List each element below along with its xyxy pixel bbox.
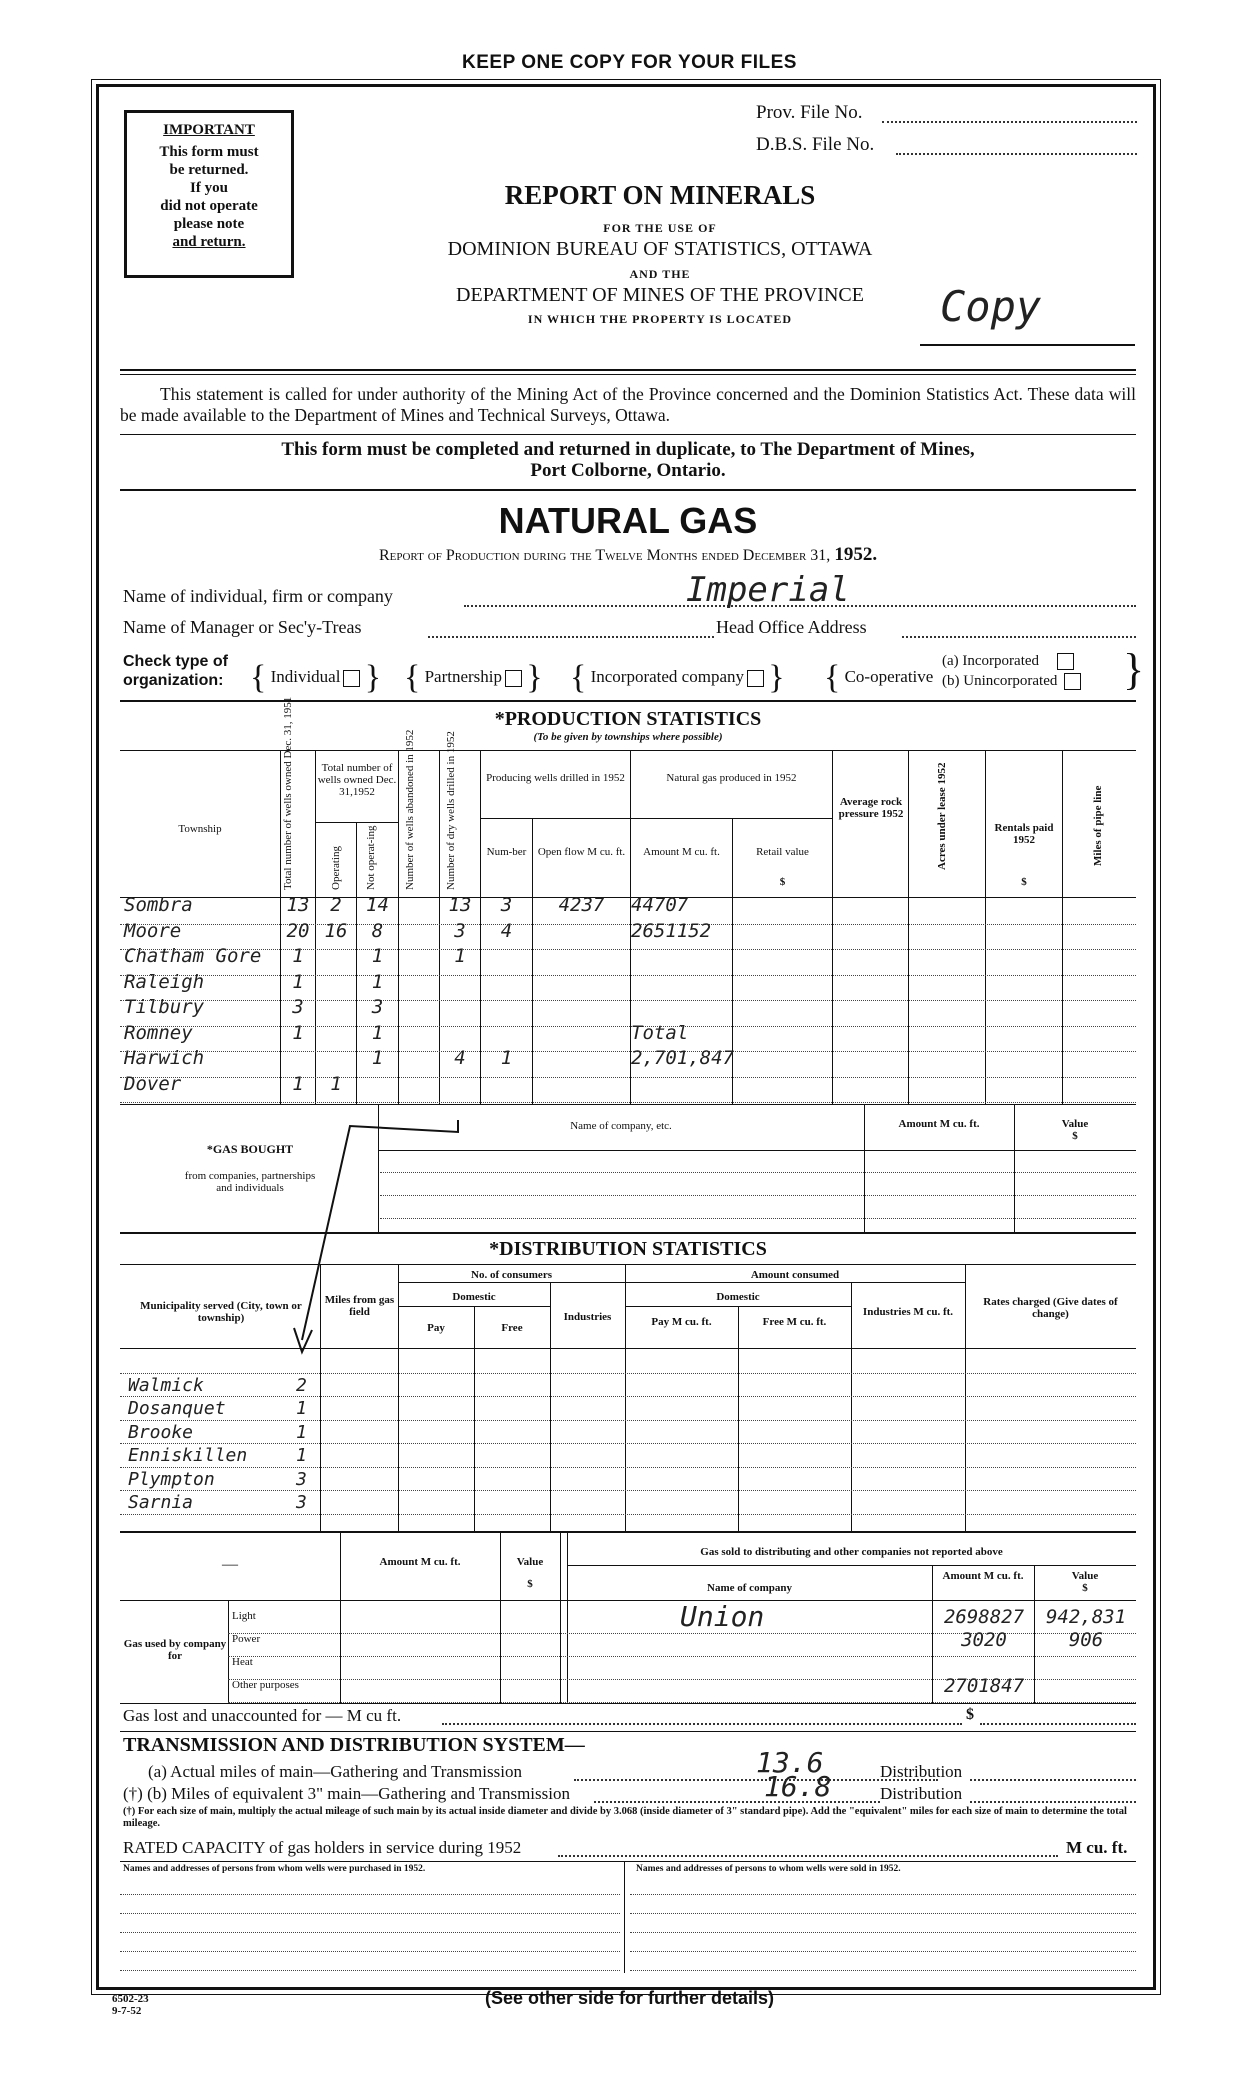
- free2-header: Free M cu. ft.: [762, 1316, 827, 1328]
- distribution-count: 2: [296, 1374, 307, 1396]
- lost-value-input[interactable]: [980, 1708, 1136, 1725]
- rated-label: RATED CAPACITY of gas holders in service during 1952: [123, 1838, 522, 1857]
- gas-bought-value-unit: $: [1072, 1130, 1078, 1142]
- distribution-row[interactable]: [120, 1349, 1136, 1374]
- partnership-checkbox[interactable]: [505, 670, 522, 687]
- report-title: REPORT ON MINERALS: [504, 180, 816, 210]
- form-code-line: 6502-23: [112, 1993, 149, 2005]
- retail-header: Retail value: [756, 846, 809, 858]
- production-cell-num: [481, 1073, 532, 1099]
- company-use-amount-header: Amount M cu. ft.: [379, 1556, 461, 1568]
- org-label-line: organization:: [123, 672, 224, 689]
- not-operating-header: Not operat-ing: [365, 825, 377, 890]
- production-cell-abandoned: [399, 996, 439, 1022]
- production-cell-op: [316, 945, 356, 971]
- production-cell-abandoned: [399, 1047, 439, 1073]
- production-cell-num: [481, 971, 532, 997]
- person-row-left[interactable]: [120, 1897, 620, 1914]
- pay-header: Pay: [427, 1322, 445, 1334]
- office-input[interactable]: [902, 619, 1136, 638]
- production-cell-flow: [533, 1022, 630, 1048]
- prov-file-label: Prov. File No.: [756, 102, 863, 123]
- gas-bought-sub-line: and individuals: [216, 1182, 284, 1194]
- distribution-b-input[interactable]: [970, 1786, 1136, 1803]
- coop-b-label: (b) Unincorporated: [942, 673, 1058, 689]
- miles-header: Miles from gas field: [324, 1294, 395, 1318]
- distribution-municipality: Sarnia: [128, 1492, 194, 1513]
- org-label: [123, 652, 228, 690]
- domestic-header: Domestic: [452, 1291, 496, 1303]
- production-cell-notop: 8: [371, 919, 384, 942]
- dept-name: DEPARTMENT OF MINES OF THE PROVINCE: [456, 284, 864, 306]
- distribution-count: 1: [296, 1421, 307, 1443]
- production-cell-township: Tilbury: [124, 996, 205, 1018]
- production-cell-num: [481, 996, 532, 1022]
- sold-company-value: Union: [680, 1600, 765, 1633]
- production-cell-op: [316, 996, 356, 1022]
- top-note: KEEP ONE COPY FOR YOUR FILES: [462, 52, 797, 73]
- distribution-title: *DISTRIBUTION STATISTICS: [489, 1238, 767, 1260]
- sold-amount-cell: 2701847: [943, 1675, 1025, 1697]
- amount-header: Amount M cu. ft.: [643, 846, 720, 858]
- abandoned-header: Number of wells abandoned in 1952: [404, 729, 416, 890]
- production-cell-township: Harwich: [124, 1047, 205, 1069]
- distribution-count: 1: [296, 1398, 307, 1419]
- production-cell-township: Dover: [124, 1072, 182, 1095]
- org-label-line: Check type of: [123, 653, 228, 670]
- production-cell-amount: [631, 971, 771, 997]
- coop-a-checkbox[interactable]: [1057, 653, 1074, 670]
- person-row-right[interactable]: [630, 1935, 1136, 1952]
- org-coop[interactable]: { Co-operative: [824, 659, 934, 696]
- production-cell-flow: [533, 1073, 630, 1099]
- wells-1951-header: Total number of wells owned Dec. 31, 1951: [282, 696, 294, 890]
- dbs-file-label: D.B.S. File No.: [756, 134, 875, 155]
- persons-left-header: Names and addresses of persons from whom wells were purchased in 1952.: [123, 1864, 426, 1874]
- total-owned-header: Total number of wells owned Dec. 31,1952: [317, 762, 397, 798]
- distribution-municipality: Plympton: [128, 1468, 215, 1490]
- transmission-a-value: 13.6: [756, 1746, 824, 1779]
- statement: This statement is called for under authority of the Mining Act of the Province concerned and the Dominion Statistics Act. These data will be made available to the Department of Mines and Technical Surveys, Ottawa.: [120, 384, 1136, 425]
- production-cell-flow: [533, 996, 630, 1022]
- distribution-row[interactable]: [120, 1490, 1136, 1515]
- sold-title: Gas sold to distributing and other companies not reported above: [700, 1546, 1003, 1558]
- sold-amount-header: Amount M cu. ft.: [942, 1570, 1024, 1582]
- report-header: [340, 180, 980, 327]
- production-cell-num: [481, 1022, 532, 1048]
- company-use-value-header: Value: [516, 1556, 544, 1568]
- production-cell-amount: 2,701,847: [631, 1047, 734, 1069]
- industries2-header: Industries M cu. ft.: [862, 1306, 954, 1318]
- production-cell-abandoned: [399, 945, 439, 971]
- header-bottom: [120, 1600, 1136, 1601]
- distribution-row[interactable]: [120, 1420, 1136, 1445]
- report-year: 1952.: [834, 544, 878, 565]
- coop-incorporated[interactable]: [942, 651, 1081, 671]
- production-cell-notop: 1: [371, 970, 384, 993]
- divider: [120, 489, 1136, 491]
- domestic2-header: Domestic: [716, 1291, 760, 1303]
- production-cell-notop: [357, 1073, 398, 1099]
- distribution-count: 3: [296, 1468, 307, 1490]
- sold-value-header: Value: [1071, 1570, 1099, 1582]
- distribution-count: 3: [296, 1492, 307, 1513]
- sold-value-cell: 906: [1068, 1629, 1104, 1651]
- production-cell-wells51: 1: [292, 945, 304, 967]
- distribution-row[interactable]: [120, 1396, 1136, 1421]
- gas-bought-row[interactable]: [380, 1218, 1136, 1219]
- prov-file-input[interactable]: [882, 104, 1137, 123]
- production-cell-amount: [631, 945, 771, 971]
- product-subtitle: [120, 544, 1136, 566]
- sold-amount-cell: 2698827: [943, 1606, 1025, 1628]
- production-cell-dry: 1: [454, 945, 466, 967]
- retail-dollar: $: [779, 876, 786, 888]
- and-the: AND THE: [629, 267, 691, 281]
- transmission-b-input[interactable]: [594, 1786, 880, 1803]
- return-note: [120, 439, 1136, 481]
- transmission-a-dist: Distribution: [880, 1762, 963, 1781]
- production-cell-township: Chatham Gore: [124, 945, 262, 967]
- production-subtitle: (To be given by townships where possible): [533, 731, 723, 743]
- township-header: Township: [178, 823, 222, 835]
- consumers-header: No. of consumers: [471, 1269, 552, 1281]
- production-cell-op: 1: [330, 1072, 342, 1095]
- divider: [120, 1861, 1136, 1862]
- important-box: [124, 110, 294, 278]
- production-cell-abandoned: [399, 1022, 439, 1048]
- divider: [120, 1731, 1136, 1732]
- org-individual[interactable]: { Individual }: [250, 659, 382, 696]
- sold-name-header: Name of company: [707, 1582, 792, 1594]
- miles-pipe-header: Miles of pipe line: [1092, 785, 1104, 866]
- pressure-header: Average rock pressure 1952: [838, 796, 904, 820]
- gas-bought-name-header: Name of company, etc.: [570, 1120, 672, 1132]
- incorporated-checkbox[interactable]: [747, 670, 764, 687]
- production-cell-op: 2: [330, 894, 342, 916]
- distribution-row[interactable]: [120, 1373, 1136, 1398]
- production-cell-township: Moore: [124, 919, 182, 942]
- production-cell-num: [481, 945, 532, 971]
- org-partnership[interactable]: { Partnership }: [404, 659, 543, 696]
- footer-note: (See other side for further details): [484, 1988, 775, 2008]
- col-line: [624, 1861, 625, 1973]
- important-line: and return.: [172, 234, 246, 250]
- company-name-value: Imperial: [686, 570, 850, 610]
- rated-input[interactable]: [558, 1840, 1058, 1857]
- gas-bought-row[interactable]: [380, 1172, 1136, 1173]
- distribution-row[interactable]: [120, 1467, 1136, 1492]
- divider: [120, 1232, 1136, 1234]
- distribution-municipality: Walmick: [128, 1374, 204, 1396]
- incorporated-label: Incorporated company: [590, 666, 744, 686]
- distribution-a-input[interactable]: [970, 1764, 1136, 1781]
- coop-unincorporated[interactable]: [942, 671, 1081, 691]
- person-row-left[interactable]: [120, 1878, 620, 1895]
- coop-brace: }: [1123, 645, 1145, 694]
- production-cell-wells51: 20: [286, 919, 310, 942]
- production-cell-dry: [440, 1073, 480, 1099]
- company-use-item: Other purposes: [232, 1679, 299, 1691]
- production-cell-flow: [533, 1047, 630, 1073]
- property-located: IN WHICH THE PROPERTY IS LOCATED: [527, 312, 793, 326]
- production-cell-dry: 4: [454, 1047, 466, 1069]
- subtitle-text: Report of Production during the Twelve Months ended December 31,: [378, 547, 831, 564]
- copy-underline: [920, 344, 1135, 346]
- form-code-line: 9-7-52: [112, 2005, 142, 2017]
- subhead-line: [378, 1150, 1136, 1151]
- divider: [120, 1104, 1136, 1105]
- company-use-item: Heat: [232, 1656, 253, 1668]
- individual-label: Individual: [270, 666, 341, 686]
- dbs-file-input[interactable]: [896, 136, 1137, 155]
- distribution-municipality: Brooke: [128, 1421, 194, 1443]
- sold-value-cell: 942,831: [1045, 1606, 1127, 1628]
- copy-handwritten: Copy: [940, 282, 1042, 331]
- industries-header: Industries: [563, 1311, 612, 1323]
- production-cell-amount: Total: [631, 1021, 689, 1044]
- municipality-header: Municipality served (City, town or township): [140, 1300, 302, 1324]
- important-line: did not operate: [160, 198, 258, 214]
- person-row-right[interactable]: [630, 1897, 1136, 1914]
- bureau-name: DOMINION BUREAU OF STATISTICS, OTTAWA: [447, 238, 873, 260]
- production-cell-op: [316, 971, 356, 997]
- open-flow-header: Open flow M cu. ft.: [537, 846, 626, 858]
- company-name-label: Name of individual, firm or company: [123, 586, 393, 606]
- rates-header: Rates charged (Give dates of change): [983, 1296, 1118, 1320]
- lost-label: Gas lost and unaccounted for — M cu ft.: [123, 1706, 402, 1725]
- number-header: Num-ber: [486, 846, 527, 858]
- return-note-line: Port Colborne, Ontario.: [530, 460, 726, 481]
- divider: [120, 434, 1136, 435]
- production-cell-amount: 44707: [631, 894, 689, 916]
- transmission-a-label: (a) Actual miles of main—Gathering and Transmission: [148, 1762, 522, 1781]
- production-cell-notop: 14: [366, 894, 389, 916]
- production-cell-op: [316, 1022, 356, 1048]
- production-cell-op: 16: [324, 919, 348, 942]
- production-cell-wells51: 1: [292, 970, 304, 993]
- production-cell-abandoned: [399, 1073, 439, 1099]
- distribution-count: 1: [296, 1445, 307, 1466]
- divider: [120, 700, 1136, 702]
- rated-unit: M cu. ft.: [1066, 1838, 1128, 1857]
- coop-options: [942, 651, 1081, 691]
- production-cell-dry: [440, 1022, 480, 1048]
- production-title: *PRODUCTION STATISTICS: [494, 708, 762, 730]
- distribution-municipality: Dosanquet: [128, 1398, 226, 1419]
- gas-used-label: Gas used by company for: [123, 1638, 227, 1662]
- free-header: Free: [501, 1322, 523, 1334]
- company-use-item: Light: [232, 1610, 256, 1622]
- subhead-line: [625, 1306, 851, 1307]
- production-cell-notop: 1: [371, 1021, 384, 1044]
- person-row-left[interactable]: [120, 1935, 620, 1952]
- distribution-municipality: Enniskillen: [128, 1445, 248, 1466]
- manager-input[interactable]: [428, 619, 714, 638]
- production-cell-amount: [631, 1073, 771, 1099]
- production-cell-abandoned: [399, 920, 439, 946]
- production-cell-flow: [533, 945, 630, 971]
- subhead-line: [630, 818, 832, 819]
- production-cell-num: 3: [500, 894, 513, 916]
- consumed-header: Amount consumed: [750, 1269, 840, 1281]
- manager-label: Name of Manager or Sec'y-Treas: [123, 617, 362, 637]
- production-cell-dry: [440, 996, 480, 1022]
- important-line: please note: [173, 216, 245, 232]
- production-cell-notop: 3: [371, 996, 384, 1018]
- table-top: [120, 750, 1136, 751]
- divider: [120, 1531, 1136, 1533]
- lost-amount-input[interactable]: [442, 1708, 962, 1725]
- gas-bought-row[interactable]: [380, 1195, 1136, 1196]
- production-cell-notop: 1: [371, 945, 384, 967]
- subhead-line: [315, 822, 398, 823]
- subhead-line: [567, 1565, 1136, 1566]
- producing-header: Producing wells drilled in 1952: [486, 772, 625, 784]
- production-cell-township: Romney: [124, 1021, 193, 1044]
- persons-right-header: Names and addresses of persons to whom wells were sold in 1952.: [636, 1864, 901, 1874]
- gas-bought-amount-header: Amount M cu. ft.: [898, 1118, 980, 1130]
- transmission-b-label: (†) (b) Miles of equivalent 3" main—Gathering and Transmission: [123, 1784, 570, 1803]
- pay2-header: Pay M cu. ft.: [651, 1316, 712, 1328]
- production-cell-op: [316, 1047, 356, 1073]
- production-cell-wells51: 1: [292, 1072, 304, 1095]
- production-cell-amount: [631, 996, 771, 1022]
- person-row-right[interactable]: [630, 1954, 1136, 1971]
- sold-value-unit: $: [1082, 1582, 1088, 1594]
- gas-bought-value-header: Value: [1061, 1118, 1089, 1130]
- individual-checkbox[interactable]: [343, 670, 360, 687]
- production-cell-notop: 1: [371, 1047, 384, 1069]
- production-cell-dry: 3: [454, 919, 466, 942]
- person-row-right[interactable]: [630, 1916, 1136, 1933]
- sold-amount-cell: 3020: [961, 1629, 1007, 1651]
- production-cell-wells51: 13: [286, 894, 310, 916]
- production-cell-abandoned: [399, 894, 439, 920]
- subhead-line: [480, 818, 630, 819]
- acres-header: Acres under lease 1952: [936, 762, 948, 870]
- transmission-title: TRANSMISSION AND DISTRIBUTION SYSTEM—: [123, 1734, 585, 1756]
- person-row-left[interactable]: [120, 1916, 620, 1933]
- subhead-line: [398, 1282, 965, 1283]
- production-cell-abandoned: [399, 971, 439, 997]
- gas-bought-title: *GAS BOUGHT: [206, 1142, 294, 1156]
- divider: [120, 1703, 1136, 1704]
- divider: [120, 369, 1136, 371]
- production-cell-dry: 13: [448, 894, 472, 916]
- production-cell-flow: [533, 971, 630, 997]
- production-cell-num: 1: [500, 1047, 513, 1069]
- arrow-annotation: [280, 1100, 480, 1360]
- for-use: FOR THE USE OF: [603, 221, 717, 235]
- production-cell-dry: [440, 971, 480, 997]
- coop-b-checkbox[interactable]: [1064, 673, 1081, 690]
- table-top: [120, 1264, 1136, 1265]
- coop-label: Co-operative: [844, 666, 934, 686]
- company-use-value-unit: $: [527, 1578, 533, 1590]
- distribution-row[interactable]: [120, 1443, 1136, 1468]
- person-row-right[interactable]: [630, 1878, 1136, 1895]
- production-cell-township: Sombra: [124, 894, 193, 916]
- transmission-note: (†) For each size of main, multiply the actual mileage of such main by its actual inside diameter and divide by 3.068 (inside diameter of 3" standard pipe). Add the "equivalent" miles for each size of main to determine the total mileage.: [123, 1806, 1127, 1829]
- person-row-left[interactable]: [120, 1954, 620, 1971]
- important-line: This form must: [159, 144, 259, 160]
- divider: [120, 374, 1136, 375]
- production-cell-flow: 4237: [558, 894, 605, 916]
- company-use-dash: —: [222, 1556, 238, 1573]
- operating-header: Operating: [330, 846, 342, 890]
- org-incorporated[interactable]: { Incorporated company }: [570, 659, 785, 696]
- gas-bought-sub-line: from companies, partnerships: [184, 1170, 316, 1182]
- lost-dollar: $: [966, 1706, 974, 1723]
- partnership-label: Partnership: [424, 666, 503, 686]
- production-cell-wells51: 1: [292, 1021, 304, 1044]
- production-cell-num: 4: [500, 919, 513, 942]
- rentals-header: Rentals paid 1952: [994, 822, 1054, 846]
- dry-wells-header: Number of dry wells drilled in 1952: [445, 731, 457, 890]
- production-cell-wells51: 3: [292, 996, 304, 1018]
- company-use-item: Power: [232, 1633, 261, 1645]
- rentals-dollar: $: [1021, 876, 1027, 888]
- coop-a-label: (a) Incorporated: [942, 653, 1040, 669]
- natural-gas-header: Natural gas produced in 1952: [666, 772, 797, 784]
- important-line: If you: [190, 180, 228, 196]
- office-label: Head Office Address: [716, 617, 867, 637]
- production-cell-amount: 2651152: [631, 919, 712, 942]
- production-cell-flow: [533, 920, 630, 946]
- important-title: IMPORTANT: [163, 122, 255, 138]
- production-cell-wells51: [281, 1047, 315, 1073]
- important-line: be returned.: [169, 162, 249, 178]
- product-title: NATURAL GAS: [498, 500, 758, 541]
- production-cell-township: Raleigh: [124, 970, 205, 993]
- transmission-b-value: 16.8: [764, 1770, 832, 1803]
- return-note-line: This form must be completed and returned in duplicate, to The Department of Mines,: [281, 439, 975, 460]
- transmission-b-dist: Distribution: [880, 1784, 963, 1803]
